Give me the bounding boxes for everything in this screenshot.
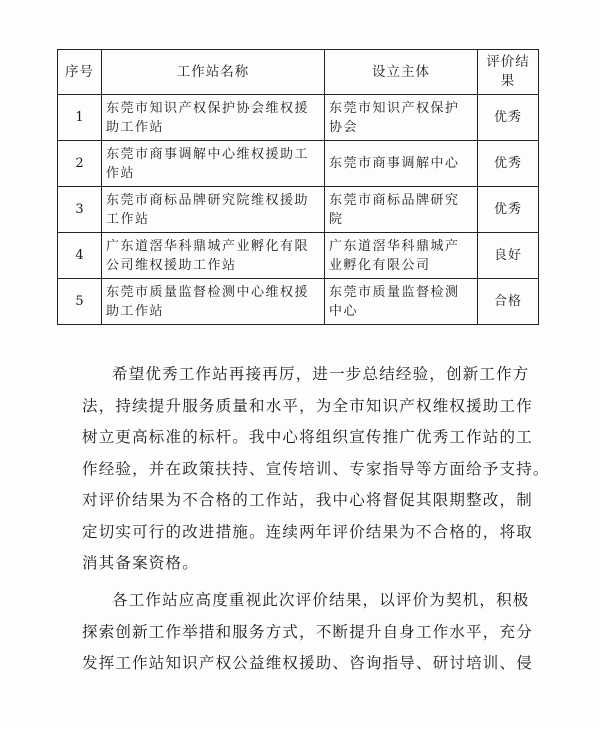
cell-line: 东莞市知识产权保护 — [329, 100, 460, 116]
cell-station-name — [102, 233, 325, 279]
cell-line: 中心 — [329, 303, 359, 319]
cell-host-entity — [325, 233, 478, 279]
cell-line: 东莞市商事调解中心 — [329, 156, 460, 171]
header-station-name: 工作站名称 — [102, 50, 325, 95]
table-row — [58, 141, 539, 187]
cell-evaluation-result: 优秀 — [478, 141, 539, 187]
paragraph-line: 发挥工作站知识产权公益维权援助、咨询指导、研讨培训、侵 — [82, 654, 533, 672]
cell-station-name — [102, 141, 325, 187]
header-evaluation-result: 评价结果 — [478, 50, 539, 95]
cell-line: 东莞市商标品牌研究院维权援助 — [106, 192, 310, 208]
table-header-row — [58, 50, 539, 95]
paragraph-line: 探索创新工作举措和服务方式，不断提升自身工作水平，充分 — [82, 622, 533, 641]
cell-line: 助工作站 — [106, 303, 165, 319]
table-body — [58, 95, 539, 325]
cell-line: 东莞市商事调解中心维权援助工 — [106, 146, 310, 162]
cell-line: 作站 — [106, 165, 136, 181]
paragraph-2 — [82, 585, 533, 680]
cell-station-name — [102, 95, 325, 141]
cell-evaluation-result: 良好 — [478, 233, 539, 279]
cell-line: 业孵化有限公司 — [329, 257, 431, 273]
cell-serial-number: 1 — [58, 95, 102, 141]
paragraph-1 — [82, 359, 550, 580]
evaluation-results-table — [57, 49, 539, 325]
table-row — [58, 187, 539, 233]
cell-line: 助工作站 — [106, 119, 165, 135]
cell-host-entity — [325, 187, 478, 233]
cell-line: 东莞市知识产权保护协会维权援 — [106, 100, 310, 116]
cell-station-name — [102, 187, 325, 233]
cell-line: 协会 — [329, 119, 359, 135]
cell-line: 东莞市质量监督检测中心维权援 — [106, 284, 310, 300]
paragraph-line: 消其备案资格。 — [82, 554, 199, 572]
cell-host-entity — [325, 279, 478, 325]
paragraph-line: 希望优秀工作站再接再厉，进一步总结经验，创新工作方 — [112, 365, 530, 383]
cell-evaluation-result: 合格 — [478, 279, 539, 325]
cell-host-entity — [325, 141, 478, 187]
cell-line: 广东道滘华科鼎城产 — [329, 238, 460, 254]
paragraph-line: 树立更高标准的标杆。我中心将组织宣传推广优秀工作站的工 — [82, 428, 533, 446]
cell-line: 公司维权援助工作站 — [106, 257, 237, 273]
paragraph-line: 作经验，并在政策扶持、宣传培训、专家指导等方面给予支持。 — [82, 459, 550, 478]
cell-serial-number: 3 — [58, 187, 102, 233]
cell-line: 东莞市商标品牌研究 — [329, 192, 460, 208]
paragraph-line: 各工作站应高度重视此次评价结果，以评价为契机，积极 — [112, 591, 530, 609]
cell-line: 工作站 — [106, 211, 150, 227]
cell-station-name — [102, 279, 325, 325]
header-host-entity: 设立主体 — [325, 50, 478, 95]
cell-serial-number: 2 — [58, 141, 102, 187]
cell-serial-number: 4 — [58, 233, 102, 279]
table-row — [58, 279, 539, 325]
cell-line: 东莞市质量监督检测 — [329, 284, 460, 300]
cell-evaluation-result: 优秀 — [478, 95, 539, 141]
cell-line: 广东道滘华科鼎城产业孵化有限 — [106, 238, 310, 254]
cell-evaluation-result: 优秀 — [478, 187, 539, 233]
table-row — [58, 95, 539, 141]
paragraph-line: 定切实可行的改进措施。连续两年评价结果为不合格的，将取 — [82, 522, 533, 541]
paragraph-line: 对评价结果为不合格的工作站，我中心将督促其限期整改，制 — [82, 491, 533, 509]
cell-line: 院 — [329, 211, 344, 227]
paragraph-line: 法，持续提升服务质量和水平，为全市知识产权维权援助工作 — [82, 396, 533, 415]
cell-host-entity — [325, 95, 478, 141]
table-row — [58, 233, 539, 279]
cell-serial-number: 5 — [58, 279, 102, 325]
header-serial-number: 序号 — [58, 50, 102, 95]
